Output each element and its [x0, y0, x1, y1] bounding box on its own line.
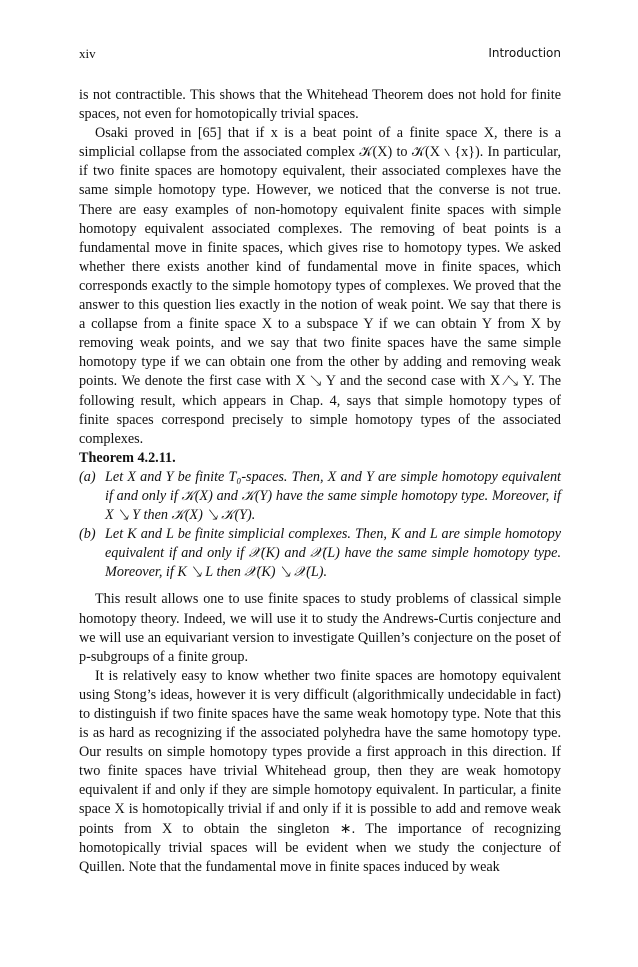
theorem-part-b-text: Let K and L be finite simplicial complexes. Then, K and L are simple homotopy equivalent if and only if 𝒳(K) and 𝒳(L) have the same simple homotopy type. Moreover, if K ↘ L then 𝒳(K) ↘ 𝒳(L). — [105, 526, 561, 581]
theorem-statement — [79, 468, 561, 583]
book-page — [79, 46, 561, 877]
theorem-part-a-label: (a) — [79, 468, 96, 485]
theorem-part-a-text: Let X and Y be finite T₀-spaces. Then, X and Y are simple homotopy equivalent if and only if 𝒦(X) and 𝒦(Y) have the same simple homotopy type. Moreover, if X ↘ Y then 𝒦(X) ↘ 𝒦(Y). — [105, 468, 561, 524]
theorem-title: Theorem 4.2.11. — [79, 449, 176, 466]
chapter-title: Introduction — [488, 46, 561, 60]
theorem-part-b — [79, 525, 561, 582]
theorem-part-a — [79, 468, 561, 525]
page-number: xiv — [79, 46, 96, 61]
theorem-part-b-label: (b) — [79, 526, 96, 543]
paragraph-4: It is relatively easy to know whether two finite spaces are homotopy equivalent using Stong’s ideas, however it is very difficult (algorithmically undecidable in fact) to distinguish if two finite spaces have the same weak homotopy type. Note that this is as hard as recognizing if the associated polyhedra have the same homotopy type. Our results on simple homotopy types provide a first approach in this direction. If two finite spaces have trivial Whitehead group, then they are weak homotopy equivalent if and only if they are simple homotopy equivalent. In particular, a finite space X is homotopically trivial if and only if it is possible to add and remove weak points from X to obtain the singleton ∗. The importance of recognizing homotopically trivial spaces will be evident when we study the conjecture of Quillen. Note that the fundamental move in finite spaces induced by weak — [79, 667, 561, 875]
paragraph-3: This result allows one to use finite spaces to study problems of classical simple homotopy theory. Indeed, we will use it to study the Andrews-Curtis conjecture and we will use an equivariant version to investigate Quillen’s conjecture on the poset of p-subgroups of a finite group. — [79, 591, 561, 665]
paragraph-1: is not contractible. This shows that the Whitehead Theorem does not hold for finite spaces, not even for homotopically trivial spaces. — [79, 87, 561, 123]
paragraph-2: Osaki proved in [65] that if x is a beat point of a finite space X, there is a simplicial collapse from the associated complex 𝒦(X) to 𝒦(X ∖ {x}). In particular, if two finite spaces are homotopy equivalent, their associated complexes have the same simple homotopy type. However, we noticed that the converse is not true. There are easy examples of non-homotopy equivalent finite spaces with simple homotopy equivalent associated complexes. The removing of beat points is a fundamental move in finite spaces, which gives rise to homotopy types. We asked whether there exists another kind of fundamental move in finite spaces, which corresponds exactly to the simple homotopy types of complexes. We proved that the answer to this question lies exactly in the notion of weak point. We say that there is a collapse from a finite space X to a subspace Y if we can obtain Y from X by removing weak points, and we say that two finite spaces have the same simple homotopy type if we can obtain one from the other by adding and removing weak points. We denote the first case with X ↘ Y and the second case with X ⁄↘ Y. The following result, which appears in Chap. 4, says that simple homotopy types of finite spaces correspond precisely to simple homotopy types of the associated complexes. — [79, 125, 561, 447]
page-body — [79, 86, 561, 877]
running-header — [79, 46, 561, 68]
